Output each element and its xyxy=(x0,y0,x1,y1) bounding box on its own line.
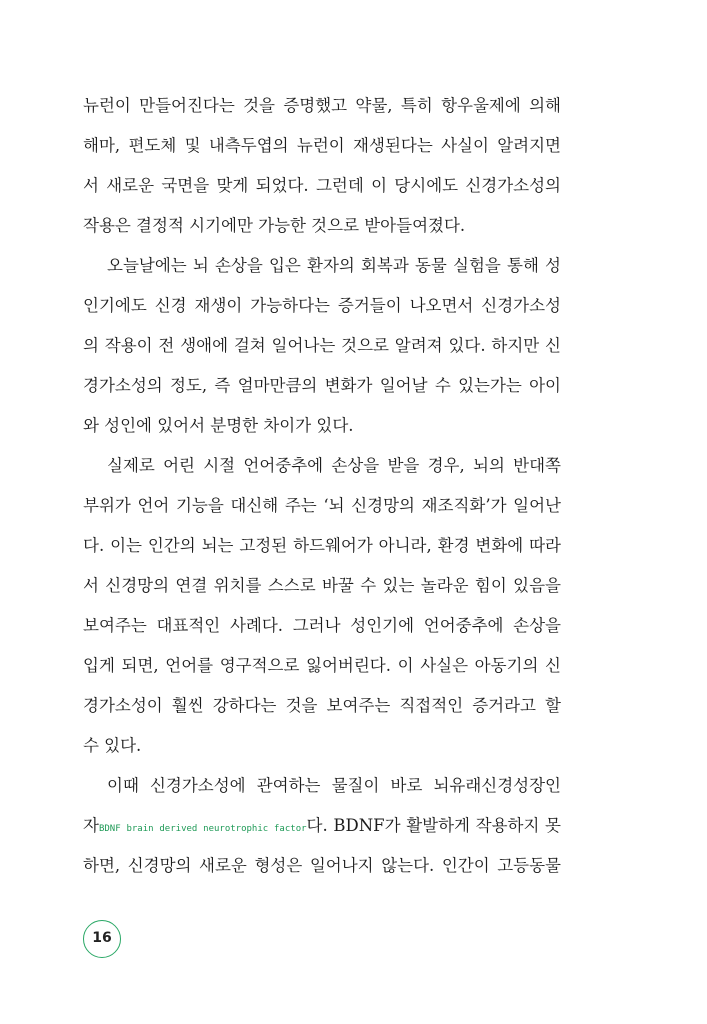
text-fragment: 자 xyxy=(83,816,99,835)
text-line: 경가소성이 훨씬 강하다는 것을 보여주는 직접적인 증거라고 할 xyxy=(83,696,561,715)
text-line: 입게 되면, 언어를 영구적으로 잃어버린다. 이 사실은 아동기의 신 xyxy=(83,656,561,675)
text-line: 수 있다. xyxy=(83,736,142,755)
text-line: 다. 이는 인간의 뇌는 고정된 하드웨어가 아니라, 환경 변화에 따라 xyxy=(83,536,561,555)
text-line: 경가소성의 정도, 즉 얼마만큼의 변화가 일어날 수 있는가는 아이 xyxy=(83,376,561,395)
text-line: 서 신경망의 연결 위치를 스스로 바꿀 수 있는 놀라운 힘이 있음을 xyxy=(83,576,561,595)
text-line: 서 새로운 국면을 맞게 되었다. 그런데 이 당시에도 신경가소성의 xyxy=(83,176,561,195)
text-line: 뉴런이 만들어진다는 것을 증명했고 약물, 특히 항우울제에 의해 xyxy=(83,96,561,115)
text-line: 오늘날에는 뇌 손상을 입은 환자의 회복과 동물 실험을 통해 성 xyxy=(107,256,561,275)
text-line: 하면, 신경망의 새로운 형성은 일어나지 않는다. 인간이 고등동물 xyxy=(83,856,561,875)
text-line: 실제로 어린 시절 언어중추에 손상을 받을 경우, 뇌의 반대쪽 xyxy=(107,456,561,475)
page-number-badge: 16 xyxy=(83,920,121,958)
text-line: 와 성인에 있어서 분명한 차이가 있다. xyxy=(83,416,354,435)
inline-footnote: BDNF brain derived neurotrophic factor xyxy=(98,824,307,834)
text-line: 이때 신경가소성에 관여하는 물질이 바로 뇌유래신경성장인 xyxy=(107,776,561,795)
text-line-with-footnote xyxy=(83,806,561,846)
text-line: 의 작용이 전 생애에 걸쳐 일어나는 것으로 알려져 있다. 하지만 신 xyxy=(83,336,561,355)
text-fragment: 다. BDNF가 활발하게 작용하지 못 xyxy=(306,816,561,835)
text-line: 보여주는 대표적인 사례다. 그러나 성인기에 언어중추에 손상을 xyxy=(83,616,561,635)
text-line: 작용은 결정적 시기에만 가능한 것으로 받아들여졌다. xyxy=(83,216,466,235)
text-line: 인기에도 신경 재생이 가능하다는 증거들이 나오면서 신경가소성 xyxy=(83,296,561,315)
text-line: 해마, 편도체 및 내측두엽의 뉴런이 재생된다는 사실이 알려지면 xyxy=(83,136,561,155)
text-line: 부위가 언어 기능을 대신해 주는 ‘뇌 신경망의 재조직화’가 일어난 xyxy=(83,496,561,515)
